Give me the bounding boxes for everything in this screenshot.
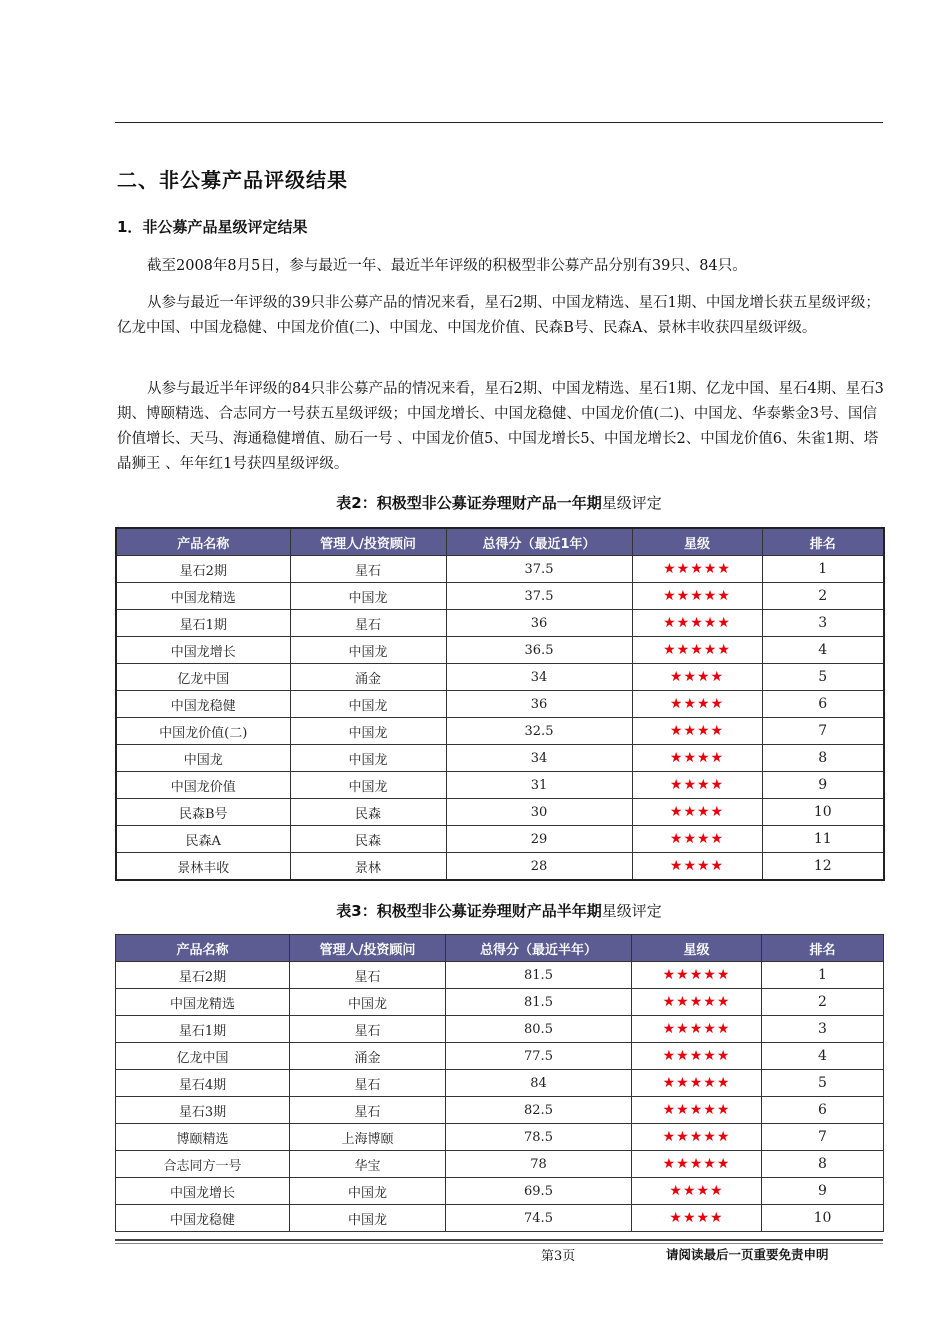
- table-row: [116, 610, 884, 637]
- table2-caption-bold: 表2：积极型非公募证券理财产品一年期: [336, 494, 602, 512]
- table2-header-col-rank: 排名: [762, 528, 884, 556]
- total-score-cell: 78.5: [446, 1124, 632, 1151]
- star-rating-cell: ★★★★: [632, 1205, 762, 1232]
- table2-body: [116, 556, 884, 881]
- product-name-cell: 星石2期: [116, 962, 290, 989]
- star-rating-cell: ★★★★: [632, 664, 762, 691]
- total-score-cell: 32.5: [446, 718, 632, 745]
- total-score-cell: 28: [446, 853, 632, 881]
- product-name-cell: 中国龙增长: [116, 1178, 290, 1205]
- rank-cell: 7: [762, 1124, 884, 1151]
- total-score-cell: 74.5: [446, 1205, 632, 1232]
- star-rating-cell: ★★★★: [632, 745, 762, 772]
- product-name-cell: 中国龙: [116, 745, 290, 772]
- rank-cell: 3: [762, 1016, 884, 1043]
- manager-cell: 上海博颐: [290, 1124, 446, 1151]
- total-score-cell: 81.5: [446, 989, 632, 1016]
- table-row: [116, 826, 884, 853]
- table2-header-col-manager: 管理人/投资顾问: [290, 528, 446, 556]
- product-name-cell: 景林丰收: [116, 853, 290, 881]
- total-score-cell: 34: [446, 745, 632, 772]
- star-rating-cell: ★★★★★: [632, 1016, 762, 1043]
- product-name-cell: 民森A: [116, 826, 290, 853]
- product-name-cell: 星石2期: [116, 556, 290, 583]
- total-score-cell: 82.5: [446, 1097, 632, 1124]
- table2-header-col-total-score: 总得分（最近1年）: [446, 528, 632, 556]
- manager-cell: 中国龙: [290, 637, 446, 664]
- table3-header-col-product-name: 产品名称: [116, 935, 290, 962]
- table3-header-col-star-rating: 星级: [632, 935, 762, 962]
- manager-cell: 中国龙: [290, 1178, 446, 1205]
- manager-cell: 星石: [290, 962, 446, 989]
- star-rating-cell: ★★★★: [632, 826, 762, 853]
- table2-one-year-rating: [115, 527, 885, 881]
- table-row: [116, 772, 884, 799]
- total-score-cell: 37.5: [446, 583, 632, 610]
- table-row: [116, 1097, 884, 1124]
- table-row: [116, 1151, 884, 1178]
- table2-header-col-product-name: 产品名称: [116, 528, 290, 556]
- table2-caption: [115, 492, 883, 513]
- star-rating-cell: ★★★★★: [632, 1097, 762, 1124]
- total-score-cell: 69.5: [446, 1178, 632, 1205]
- star-rating-cell: ★★★★: [632, 691, 762, 718]
- rank-cell: 10: [762, 1205, 884, 1232]
- manager-cell: 中国龙: [290, 691, 446, 718]
- manager-cell: 中国龙: [290, 718, 446, 745]
- rank-cell: 2: [762, 989, 884, 1016]
- table-row: [116, 1124, 884, 1151]
- paragraph-2: 从参与最近一年评级的39只非公募产品的情况来看，星石2期、中国龙精选、星石1期、中国龙增长获五星级评级；亿龙中国、中国龙稳健、中国龙价值(二)、中国龙、中国龙价值、民森B号、民森A、景林丰收获四星级评级。: [117, 295, 880, 336]
- paragraph-1: 截至2008年8月5日，参与最近一年、最近半年评级的积极型非公募产品分别有39只、84只。: [147, 258, 747, 274]
- manager-cell: 中国龙: [290, 1205, 446, 1232]
- table-row: [116, 664, 884, 691]
- rank-cell: 7: [762, 718, 884, 745]
- table-row: [116, 962, 884, 989]
- top-rule: [115, 122, 883, 123]
- table-row: [116, 691, 884, 718]
- total-score-cell: 84: [446, 1070, 632, 1097]
- table-row: [116, 637, 884, 664]
- footer-rule-thin: [115, 1243, 883, 1244]
- total-score-cell: 30: [446, 799, 632, 826]
- product-name-cell: 中国龙稳健: [116, 1205, 290, 1232]
- table-row: [116, 1205, 884, 1232]
- total-score-cell: 36: [446, 691, 632, 718]
- table2-header-col-star-rating: 星级: [632, 528, 762, 556]
- manager-cell: 星石: [290, 1097, 446, 1124]
- rank-cell: 12: [762, 853, 884, 881]
- product-name-cell: 中国龙价值(二): [116, 718, 290, 745]
- manager-cell: 景林: [290, 853, 446, 881]
- table3-header-col-manager: 管理人/投资顾问: [290, 935, 446, 962]
- star-rating-cell: ★★★★★: [632, 610, 762, 637]
- rank-cell: 2: [762, 583, 884, 610]
- manager-cell: 中国龙: [290, 989, 446, 1016]
- manager-cell: 中国龙: [290, 772, 446, 799]
- table-row: [116, 1043, 884, 1070]
- table2-caption-normal: 星级评定: [601, 494, 662, 512]
- table3-header-col-rank: 排名: [762, 935, 884, 962]
- star-rating-cell: ★★★★★: [632, 1043, 762, 1070]
- rank-cell: 5: [762, 1070, 884, 1097]
- subsection-title: 1．非公募产品星级评定结果: [117, 218, 308, 236]
- manager-cell: 星石: [290, 610, 446, 637]
- total-score-cell: 81.5: [446, 962, 632, 989]
- table-row: [116, 1178, 884, 1205]
- star-rating-cell: ★★★★: [632, 853, 762, 881]
- table3-caption: [115, 900, 883, 921]
- table-row: [116, 989, 884, 1016]
- rank-cell: 4: [762, 1043, 884, 1070]
- table-row: [116, 853, 884, 881]
- total-score-cell: 77.5: [446, 1043, 632, 1070]
- table3-half-year-rating: [115, 934, 884, 1232]
- total-score-cell: 80.5: [446, 1016, 632, 1043]
- star-rating-cell: ★★★★: [632, 772, 762, 799]
- rank-cell: 9: [762, 772, 884, 799]
- star-rating-cell: ★★★★★: [632, 583, 762, 610]
- total-score-cell: 78: [446, 1151, 632, 1178]
- total-score-cell: 36: [446, 610, 632, 637]
- table3-caption-normal: 星级评定: [601, 902, 662, 920]
- rank-cell: 8: [762, 1151, 884, 1178]
- manager-cell: 中国龙: [290, 745, 446, 772]
- table-row: [116, 745, 884, 772]
- rank-cell: 6: [762, 691, 884, 718]
- manager-cell: 星石: [290, 556, 446, 583]
- table-row: [116, 556, 884, 583]
- product-name-cell: 合志同方一号: [116, 1151, 290, 1178]
- rank-cell: 11: [762, 826, 884, 853]
- rank-cell: 10: [762, 799, 884, 826]
- star-rating-cell: ★★★★★: [632, 989, 762, 1016]
- table2-header-row: [116, 528, 884, 556]
- manager-cell: 民森: [290, 799, 446, 826]
- manager-cell: 中国龙: [290, 583, 446, 610]
- rank-cell: 5: [762, 664, 884, 691]
- total-score-cell: 37.5: [446, 556, 632, 583]
- star-rating-cell: ★★★★★: [632, 637, 762, 664]
- table3-header-col-total-score: 总得分（最近半年）: [446, 935, 632, 962]
- total-score-cell: 34: [446, 664, 632, 691]
- page-number: 第3页: [541, 1249, 576, 1264]
- total-score-cell: 31: [446, 772, 632, 799]
- product-name-cell: 博颐精选: [116, 1124, 290, 1151]
- table-row: [116, 583, 884, 610]
- star-rating-cell: ★★★★: [632, 1178, 762, 1205]
- table3-header-row: [116, 935, 884, 962]
- total-score-cell: 29: [446, 826, 632, 853]
- star-rating-cell: ★★★★★: [632, 1124, 762, 1151]
- rank-cell: 6: [762, 1097, 884, 1124]
- table-row: [116, 1016, 884, 1043]
- table3-caption-bold: 表3：积极型非公募证券理财产品半年期: [336, 902, 602, 920]
- product-name-cell: 中国龙精选: [116, 583, 290, 610]
- star-rating-cell: ★★★★★: [632, 1070, 762, 1097]
- table-row: [116, 1070, 884, 1097]
- paragraph-3: 从参与最近半年评级的84只非公募产品的情况来看，星石2期、中国龙精选、星石1期、亿龙中国、星石4期、星石3期、博颐精选、合志同方一号获五星级评级；中国龙增长、中国龙稳健、中国龙价值(二)、中国龙、华泰紫金3号、国信价值增长、天马、海通稳健增值、励石一号 、中国龙价值5、中国龙增长5、中国龙增长2、中国龙价值6、朱雀1期、塔晶狮王 、年年红1号获四星级评级。: [117, 381, 884, 472]
- product-name-cell: 中国龙精选: [116, 989, 290, 1016]
- product-name-cell: 星石3期: [116, 1097, 290, 1124]
- star-rating-cell: ★★★★★: [632, 962, 762, 989]
- star-rating-cell: ★★★★: [632, 718, 762, 745]
- rank-cell: 4: [762, 637, 884, 664]
- product-name-cell: 星石1期: [116, 610, 290, 637]
- rank-cell: 9: [762, 1178, 884, 1205]
- table-row: [116, 799, 884, 826]
- star-rating-cell: ★★★★★: [632, 556, 762, 583]
- footer-rule: [115, 1239, 883, 1241]
- total-score-cell: 36.5: [446, 637, 632, 664]
- manager-cell: 星石: [290, 1070, 446, 1097]
- table-row: [116, 718, 884, 745]
- star-rating-cell: ★★★★: [632, 799, 762, 826]
- rank-cell: 3: [762, 610, 884, 637]
- manager-cell: 民森: [290, 826, 446, 853]
- product-name-cell: 中国龙稳健: [116, 691, 290, 718]
- manager-cell: 华宝: [290, 1151, 446, 1178]
- manager-cell: 星石: [290, 1016, 446, 1043]
- product-name-cell: 中国龙增长: [116, 637, 290, 664]
- table3-body: [116, 962, 884, 1232]
- product-name-cell: 中国龙价值: [116, 772, 290, 799]
- manager-cell: 涌金: [290, 664, 446, 691]
- product-name-cell: 星石4期: [116, 1070, 290, 1097]
- manager-cell: 涌金: [290, 1043, 446, 1070]
- star-rating-cell: ★★★★★: [632, 1151, 762, 1178]
- product-name-cell: 亿龙中国: [116, 1043, 290, 1070]
- disclaimer-note: 请阅读最后一页重要免责申明: [666, 1247, 829, 1262]
- rank-cell: 1: [762, 962, 884, 989]
- section-title: 二、非公募产品评级结果: [117, 168, 348, 192]
- product-name-cell: 民森B号: [116, 799, 290, 826]
- rank-cell: 1: [762, 556, 884, 583]
- rank-cell: 8: [762, 745, 884, 772]
- product-name-cell: 星石1期: [116, 1016, 290, 1043]
- product-name-cell: 亿龙中国: [116, 664, 290, 691]
